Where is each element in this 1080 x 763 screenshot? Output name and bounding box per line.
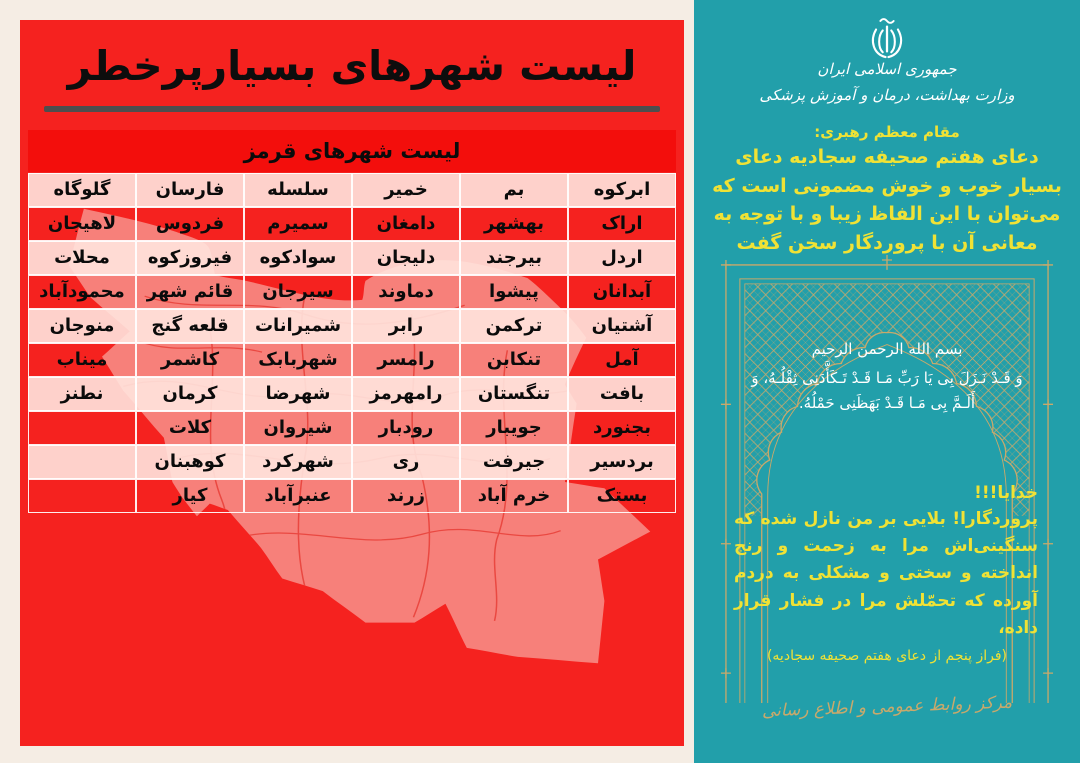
city-cell: بافت xyxy=(568,377,676,411)
source-note: (فراز پنجم از دعای هفتم صحیفه سجادیه) xyxy=(766,648,1008,664)
city-cell: فردوس xyxy=(136,207,244,241)
city-cell: قائم شهر xyxy=(136,275,244,309)
city-cell: آشتیان xyxy=(568,309,676,343)
city-cell: آمل xyxy=(568,343,676,377)
city-cell: دماوند xyxy=(352,275,460,309)
city-cell: سلسله xyxy=(244,173,352,207)
bismillah-text: بسم الله الرحمن الرحیم xyxy=(811,340,963,358)
city-cell: رامهرمز xyxy=(352,377,460,411)
city-cell: بهشهر xyxy=(460,207,568,241)
city-cell: محمودآباد xyxy=(28,275,136,309)
city-cell: میناب xyxy=(28,343,136,377)
leader-label: مقام معظم رهبری: xyxy=(814,123,960,141)
city-cell: آبدانان xyxy=(568,275,676,309)
city-cell: لاهیجان xyxy=(28,207,136,241)
table-row xyxy=(28,445,676,479)
city-cell: کاشمر xyxy=(136,343,244,377)
city-cell: خمیر xyxy=(352,173,460,207)
city-cell xyxy=(28,479,136,513)
city-cell: رودبار xyxy=(352,411,460,445)
city-cell: سوادکوه xyxy=(244,241,352,275)
city-cell: بجنورد xyxy=(568,411,676,445)
city-cell: کوهبنان xyxy=(136,445,244,479)
city-cell: تنگستان xyxy=(460,377,568,411)
leader-quote: دعای هفتم صحیفه سجادیه دعای بسیار خوب و خوش مضمونی است که می‌توان با این الفاظ زیبا و با توجه به معانی آن با پروردگار سخن گفت xyxy=(712,146,1062,254)
subtitle-bar: لیست شهرهای قرمز xyxy=(28,130,676,172)
footer-credit: مرکز روابط عمومی و اطلاع رسانی xyxy=(761,692,1013,722)
arabic-prayer: وَ قَـدْ نَـزَلَ بِی یَا رَبِّ مَـا قَـدْ تَـکَأَّدَنِی ثِقْلُـهُ، وَ أَلَـمَّ بِی مَـا قَـدْ بَهَظَنِی حَمْلُهُ. xyxy=(751,369,1023,412)
red-cities-panel xyxy=(20,20,684,746)
city-cell: کلات xyxy=(136,411,244,445)
ministry-panel xyxy=(694,0,1080,763)
red-cities-table xyxy=(28,173,676,513)
city-cell: فارسان xyxy=(136,173,244,207)
city-cell: شمیرانات xyxy=(244,309,352,343)
city-cell: ترکمن xyxy=(460,309,568,343)
table-row xyxy=(28,377,676,411)
table-row xyxy=(28,309,676,343)
city-cell: شهرکرد xyxy=(244,445,352,479)
table-row xyxy=(28,343,676,377)
table-row xyxy=(28,173,676,207)
city-cell: پیشوا xyxy=(460,275,568,309)
city-cell: ری xyxy=(352,445,460,479)
city-cell: رابر xyxy=(352,309,460,343)
table-row xyxy=(28,275,676,309)
city-cell: عنبرآباد xyxy=(244,479,352,513)
city-cell: بم xyxy=(460,173,568,207)
city-cell: اراک xyxy=(568,207,676,241)
city-cell: زرند xyxy=(352,479,460,513)
page-title: لیست شهرهای بسیارپرخطر xyxy=(67,42,637,90)
city-cell: فیروزکوه xyxy=(136,241,244,275)
table-row xyxy=(28,207,676,241)
city-cell: قلعه گنج xyxy=(136,309,244,343)
city-cell: شیروان xyxy=(244,411,352,445)
table-row xyxy=(28,479,676,513)
city-cell: نطنز xyxy=(28,377,136,411)
city-cell xyxy=(28,445,136,479)
city-cell: ابرکوه xyxy=(568,173,676,207)
city-cell: محلات xyxy=(28,241,136,275)
iran-emblem-icon xyxy=(868,16,906,62)
city-cell: جیرفت xyxy=(460,445,568,479)
city-cell: دامغان xyxy=(352,207,460,241)
city-cell: اردل xyxy=(568,241,676,275)
city-cell: جویبار xyxy=(460,411,568,445)
city-cell: تنکابن xyxy=(460,343,568,377)
city-cell xyxy=(28,411,136,445)
city-cell: شهرضا xyxy=(244,377,352,411)
city-cell: بردسیر xyxy=(568,445,676,479)
city-cell: شهربابک xyxy=(244,343,352,377)
city-cell: سمیرم xyxy=(244,207,352,241)
city-cell: سیرجان xyxy=(244,275,352,309)
city-cell: کیار xyxy=(136,479,244,513)
city-cell: منوجان xyxy=(28,309,136,343)
city-cell: کرمان xyxy=(136,377,244,411)
dua-translation: پروردگارا! بلایی بر من نازل شده که سنگینی‌اش مرا به زحمت و رنج انداخته و سختی و مشکلی به دردم آورده که تحمّلش مرا در فشار قرار داده، xyxy=(734,509,1038,638)
org-name: جمهوری اسلامی ایران xyxy=(817,60,957,78)
title-divider xyxy=(44,106,660,112)
city-cell: بستک xyxy=(568,479,676,513)
dua-heading: خدایا!!! xyxy=(974,483,1038,503)
city-cell: رامسر xyxy=(352,343,460,377)
city-cell: خرم آباد xyxy=(460,479,568,513)
city-cell: گلوگاه xyxy=(28,173,136,207)
table-row xyxy=(28,411,676,445)
ministry-name: وزارت بهداشت، درمان و آموزش پزشکی xyxy=(759,86,1015,104)
city-cell: دلیجان xyxy=(352,241,460,275)
table-row xyxy=(28,241,676,275)
city-cell: بیرجند xyxy=(460,241,568,275)
